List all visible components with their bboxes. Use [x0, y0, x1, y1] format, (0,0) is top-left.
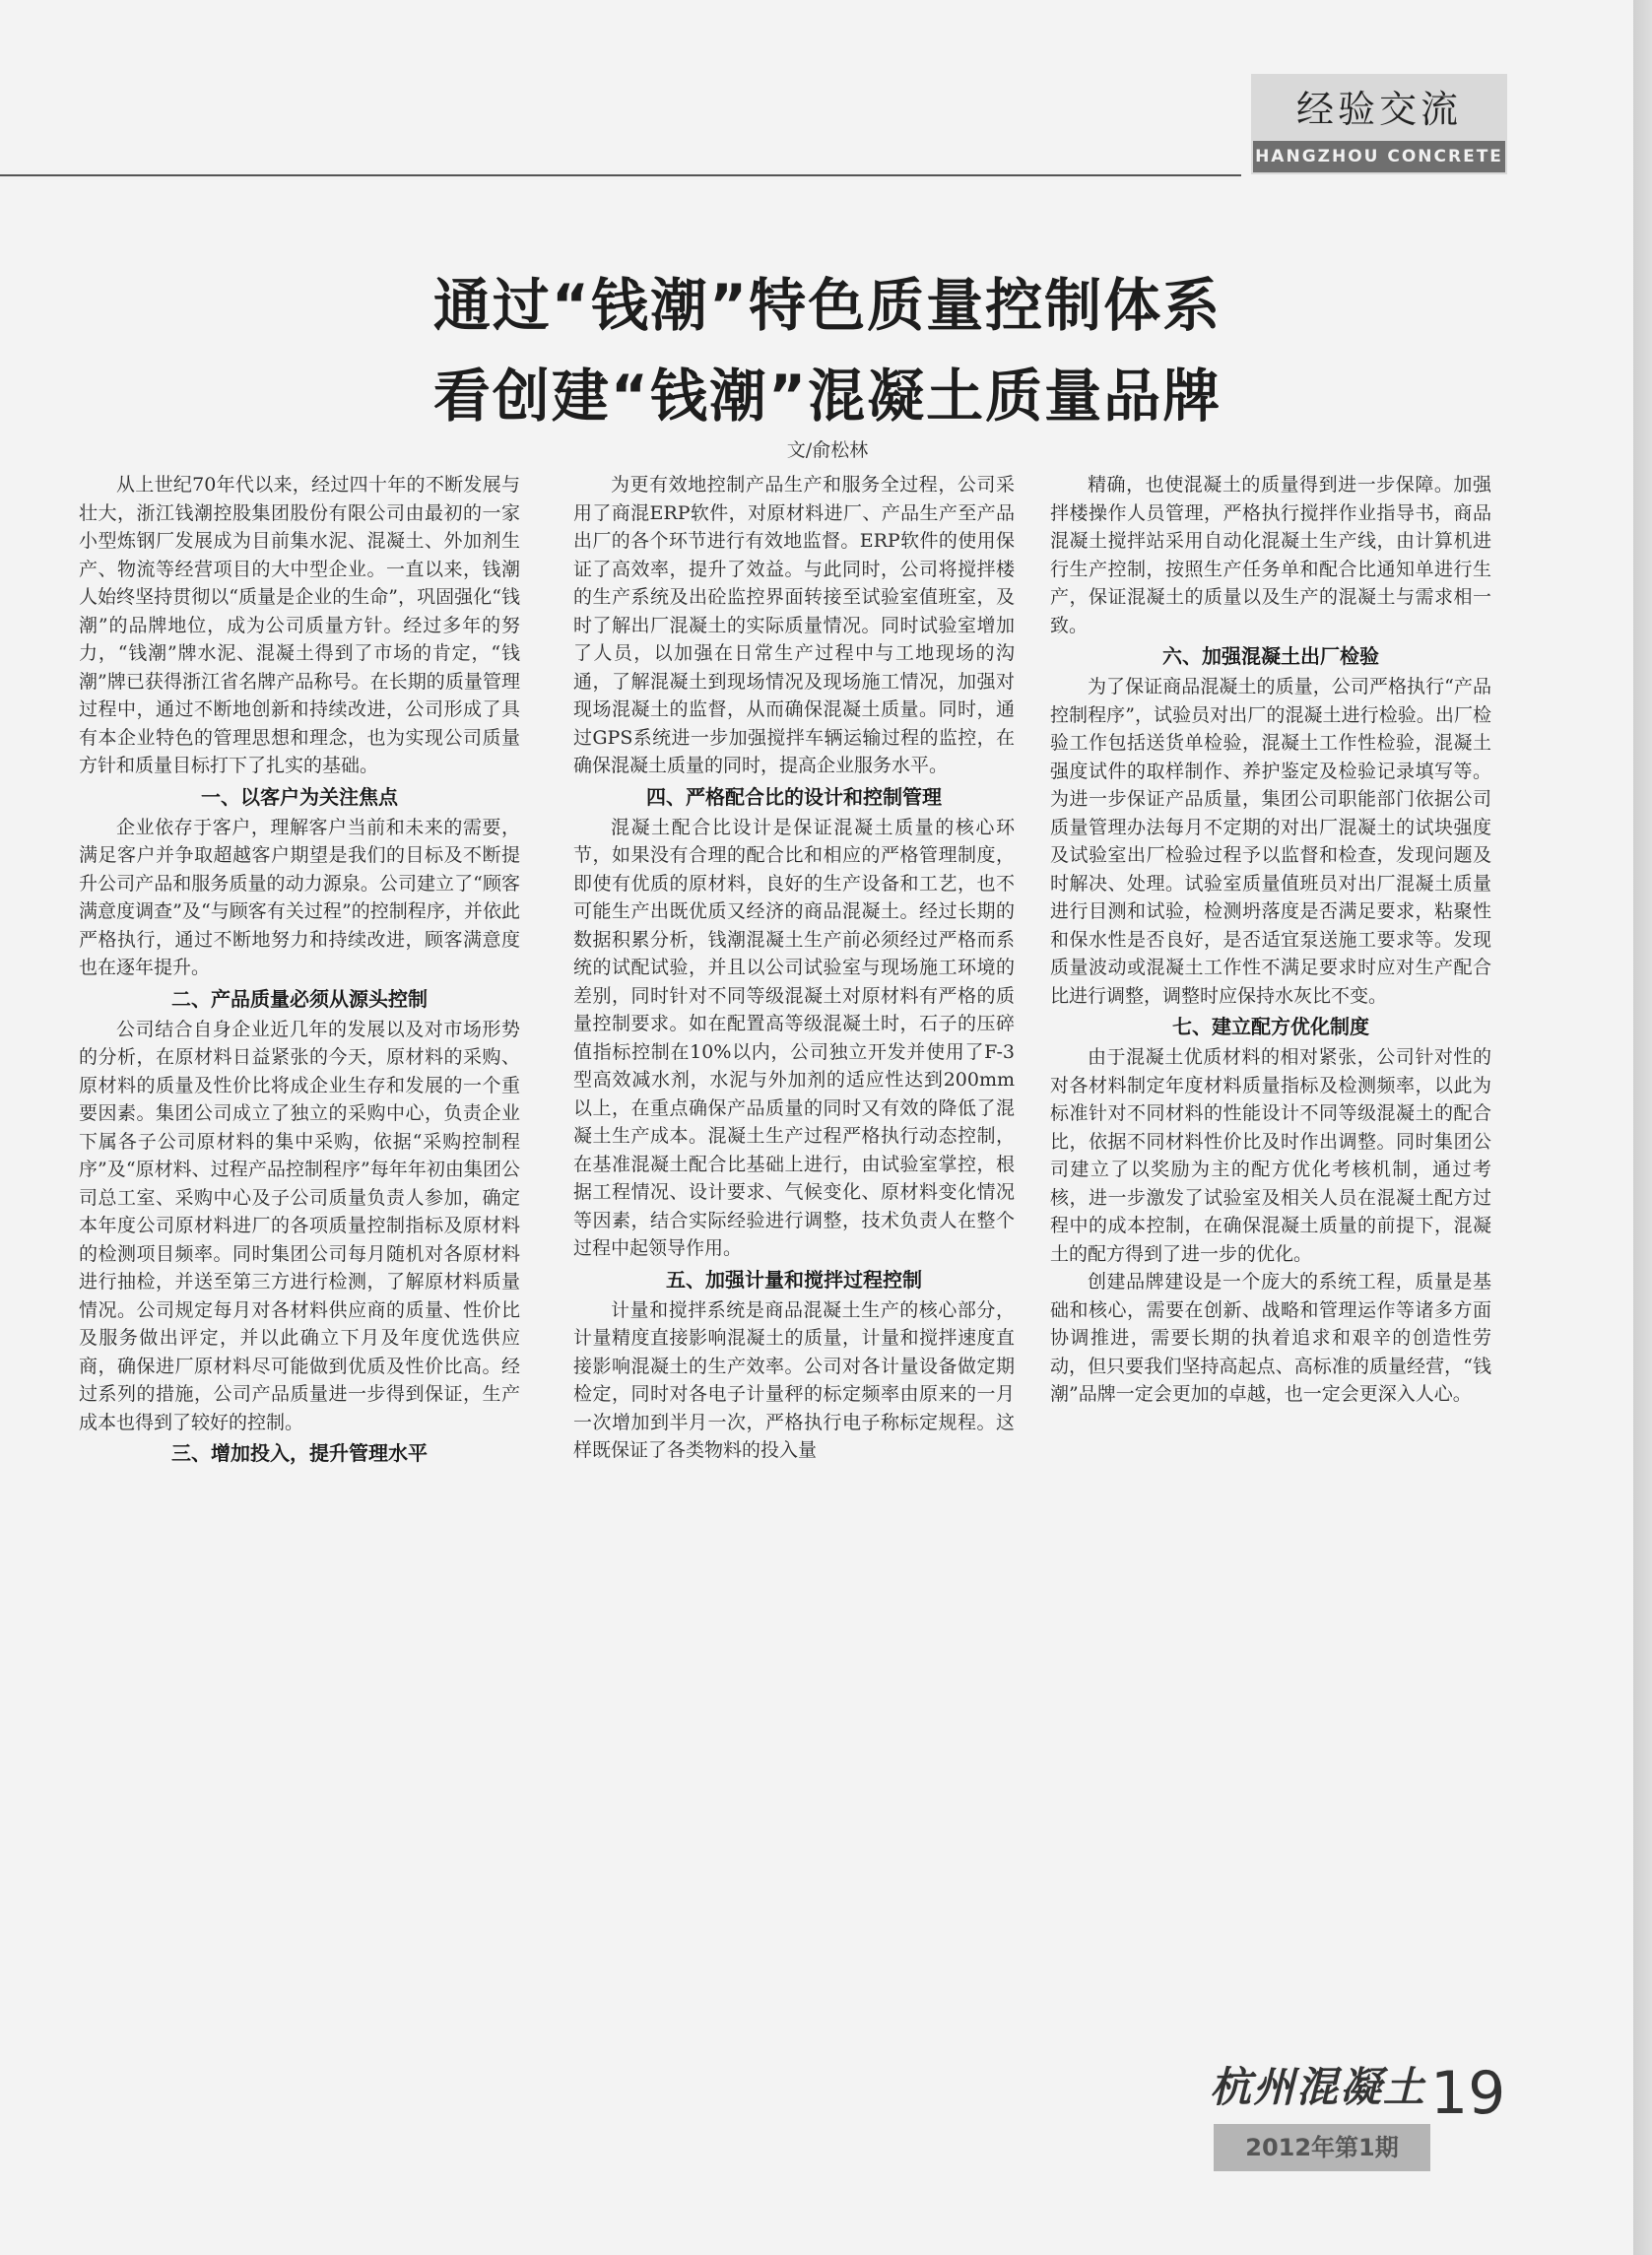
page-number: 19 — [1430, 2059, 1506, 2128]
section-heading: 七、建立配方优化制度 — [1172, 1015, 1369, 1038]
page-edge-shadow — [1633, 0, 1652, 2255]
magazine-name: 杭州混凝土 — [1210, 2063, 1427, 2111]
paragraph: 计量和搅拌系统是商品混凝土生产的核心部分，计量精度直接影响混凝土的质量，计量和搅拌速度直接影响混凝土的生产效率。公司对各计量设备做定期检定，同时对各电子计量秤的标定频率由原来的一月一次增加到半月一次，严格执行电子称标定规程。这样既保证了各类物料的投入量 — [573, 1298, 1015, 1461]
paragraph: 公司结合自身企业近几年的发展以及对市场形势的分析，在原材料日益紧张的今天，原材料的采购、原材料的质量及性价比将成企业生存和发展的一个重要因素。集团公司成立了独立的采购中心，负责企业下属各子公司原材料的集中采购，依据“采购控制程序”及“原材料、过程产品控制程序”每年年初由集团公司总工室、采购中心及子公司质量负责人参加，确定本年度公司原材料进厂的各项质量控制指标及原材料的检测项目频率。同时集团公司每月随机对各原材料进行抽检，并送至第三方进行检测，了解原材料质量情况。公司规定每月对各材料供应商的质量、性价比及服务做出评定，并以此确立下月及年度优选供应商，确保进厂原材料尽可能做到优质及性价比高。经过系列的措施，公司产品质量进一步得到保证，生产成本也得到了较好的控制。 — [79, 1018, 520, 1433]
article-title-line-2: 看创建“钱潮”混凝土质量品牌 — [432, 363, 1222, 430]
section-heading: 四、严格配合比的设计和控制管理 — [646, 784, 942, 809]
text-column-3 — [1050, 471, 1491, 2008]
paragraph: 创建品牌建设是一个庞大的系统工程，质量是基础和核心，需要在创新、战略和管理运作等诸多方面协调推进，需要长期的执着追求和艰辛的创造性劳动，但只要我们坚持高起点、高标准的质量经营，“钱潮”品牌一定会更加的卓越，也一定会更深入人心。 — [1050, 1271, 1491, 1405]
paragraph: 为更有效地控制产品生产和服务全过程，公司采用了商混ERP软件，对原材料进厂、产品生产至产品出厂的各个环节进行有效地监督。ERP软件的使用保证了高效率，提升了效益。与此同时，公司将搅拌楼的生产系统及出砼监控界面转接至试验室值班室，及时了解出厂混凝土的实际质量情况。同时试验室增加了人员，以加强在日常生产过程中与工地现场的沟通，了解混凝土到现场情况及现场施工情况，加强对现场混凝土的监督，从而确保混凝土质量。同时，通过GPS系统进一步加强搅拌车辆运输过程的监控，在确保混凝土质量的同时，提高企业服务水平。 — [573, 474, 1015, 776]
paragraph: 精确，也使混凝土的质量得到进一步保障。加强拌楼操作人员管理，严格执行搅拌作业指导书，商品混凝土搅拌站采用自动化混凝土生产线，由计算机进行生产控制，按照生产任务单和配合比通知单进行生产，保证混凝土的质量以及生产的混凝土与需求相一致。 — [1050, 474, 1491, 636]
section-subtitle: HANGZHOU CONCRETE — [1253, 141, 1505, 172]
section-heading: 六、加强混凝土出厂检验 — [1162, 644, 1379, 668]
paragraph: 混凝土配合比设计是保证混凝土质量的核心环节，如果没有合理的配合比和相应的严格管理制度，即使有优质的原材料，良好的生产设备和工艺，也不可能生产出既优质又经济的商品混凝土。经过长期的数据积累分析，钱潮混凝土生产前必须经过严格而系统的试配试验，并且以公司试验室与现场施工环境的差别，同时针对不同等级混凝土对原材料有严格的质量控制要求。如在配置高等级混凝土时，石子的压碎值指标控制在10%以内，公司独立开发并使用了F-3型高效减水剂，水泥与外加剂的适应性达到200mm以上，在重点确保产品质量的同时又有效的降低了混凝土生产成本。混凝土生产过程严格执行动态控制，在基准混凝土配合比基础上进行，由试验室掌控，根据工程情况、设计要求、气候变化、原材料变化情况等因素，结合实际经验进行调整，技术负责人在整个过程中起领导作用。 — [573, 816, 1015, 1259]
article-author: 文/俞松林 — [786, 439, 869, 461]
section-heading: 一、以客户为关注焦点 — [201, 784, 398, 809]
issue-label: 2012年第1期 — [1214, 2124, 1430, 2171]
paragraph: 企业依存于客户，理解客户当前和未来的需要，满足客户并争取超越客户期望是我们的目标及不断提升公司产品和服务质量的动力源泉。公司建立了“顾客满意度调查”及“与顾客有关过程”的控制程序，并依此严格执行，通过不断地努力和持续改进，顾客满意度也在逐年提升。 — [79, 816, 520, 978]
text-column-1 — [79, 471, 520, 2008]
paragraph: 为了保证商品混凝土的质量，公司严格执行“产品控制程序”，试验员对出厂的混凝土进行检验。出厂检验工作包括送货单检验，混凝土工作性检验，混凝土强度试件的取样制作、养护鉴定及检验记录填写等。为进一步保证产品质量，集团公司职能部门依据公司质量管理办法每月不定期的对出厂混凝土的试块强度及试验室出厂检验过程予以监督和检查，发现问题及时解决、处理。试验室质量值班员对出厂混凝土质量进行目测和试验，检测坍落度是否满足要求，粘聚性和保水性是否良好，是否适宜泵送施工要求等。发现质量波动或混凝土工作性不满足要求时应对生产配合比进行调整，调整时应保持水灰比不变。 — [1050, 676, 1491, 1007]
article-title-line-1: 通过“钱潮”特色质量控制体系 — [432, 272, 1222, 339]
text-column-2 — [573, 471, 1015, 2008]
section-name: 经验交流 — [1295, 88, 1462, 131]
header-rule — [0, 174, 1241, 176]
paragraph: 从上世纪70年代以来，经过四十年的不断发展与壮大，浙江钱潮控股集团股份有限公司由最初的一家小型炼钢厂发展成为目前集水泥、混凝土、外加剂生产、物流等经营项目的大中型企业。一直以来，钱潮人始终坚持贯彻以“质量是企业的生命”，巩固强化“钱潮”的品牌地位，成为公司质量方针。经过多年的努力，“钱潮”牌水泥、混凝土得到了市场的肯定，“钱潮”牌已获得浙江省名牌产品称号。在长期的质量管理过程中，通过不断地创新和持续改进，公司形成了具有本企业特色的管理思想和理念，也为实现公司质量方针和质量目标打下了扎实的基础。 — [79, 474, 520, 776]
section-heading: 二、产品质量必须从源头控制 — [171, 986, 428, 1011]
section-heading: 五、加强计量和搅拌过程控制 — [666, 1267, 922, 1292]
section-heading: 三、增加投入，提升管理水平 — [171, 1441, 428, 1465]
paragraph: 由于混凝土优质材料的相对紧张，公司针对性的对各材料制定年度材料质量指标及检测频率，以此为标准针对不同材料的性能设计不同等级混凝土的配合比，依据不同材料性价比及时作出调整。同时集团公司建立了以奖励为主的配方优化考核机制，通过考核，进一步激发了试验室及相关人员在混凝土配方过程中的成本控制，在确保混凝土质量的前提下，混凝土的配方得到了进一步的优化。 — [1050, 1046, 1491, 1265]
